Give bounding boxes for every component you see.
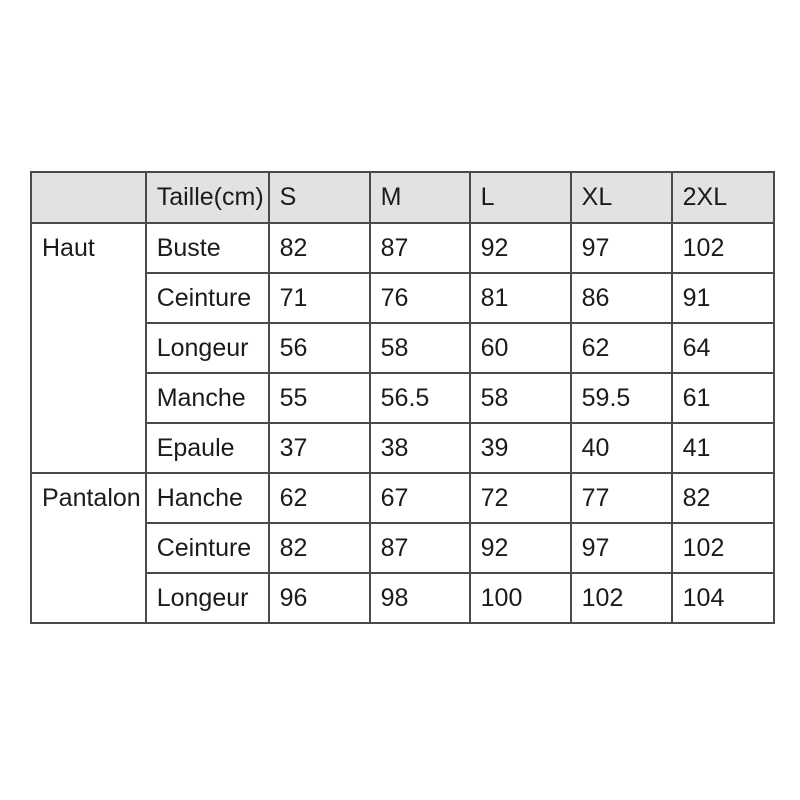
value-cell: 97: [571, 523, 672, 573]
row-label-hanche: Hanche: [146, 473, 269, 523]
value-cell: 102: [672, 223, 774, 273]
table-row-hanche: [31, 473, 774, 523]
column-header-size-m: M: [370, 172, 470, 223]
corner-cell: [31, 172, 146, 223]
value-cell: 38: [370, 423, 470, 473]
size-chart-table: [30, 171, 775, 624]
value-cell: 58: [370, 323, 470, 373]
value-cell: 56: [269, 323, 370, 373]
value-cell: 56.5: [370, 373, 470, 423]
value-cell: 67: [370, 473, 470, 523]
column-header-size-s: S: [269, 172, 370, 223]
column-header-taille: Taille(cm): [146, 172, 269, 223]
value-cell: 71: [269, 273, 370, 323]
value-cell: 39: [470, 423, 571, 473]
group-cell-pantalon: Pantalon: [31, 473, 146, 623]
value-cell: 87: [370, 223, 470, 273]
value-cell: 41: [672, 423, 774, 473]
row-label-epaule: Epaule: [146, 423, 269, 473]
table-row-buste: [31, 223, 774, 273]
header-row: [31, 172, 774, 223]
value-cell: 102: [672, 523, 774, 573]
value-cell: 60: [470, 323, 571, 373]
value-cell: 59.5: [571, 373, 672, 423]
value-cell: 62: [269, 473, 370, 523]
size-chart-container: [30, 171, 775, 624]
value-cell: 58: [470, 373, 571, 423]
value-cell: 40: [571, 423, 672, 473]
value-cell: 82: [269, 223, 370, 273]
value-cell: 102: [571, 573, 672, 623]
column-header-size-l: L: [470, 172, 571, 223]
value-cell: 97: [571, 223, 672, 273]
value-cell: 61: [672, 373, 774, 423]
row-label-haut-ceinture: Ceinture: [146, 273, 269, 323]
value-cell: 64: [672, 323, 774, 373]
row-label-manche: Manche: [146, 373, 269, 423]
row-label-pantalon-ceinture: Ceinture: [146, 523, 269, 573]
row-label-buste: Buste: [146, 223, 269, 273]
column-header-size-2xl: 2XL: [672, 172, 774, 223]
value-cell: 98: [370, 573, 470, 623]
column-header-size-xl: XL: [571, 172, 672, 223]
group-cell-haut: Haut: [31, 223, 146, 473]
row-label-haut-longeur: Longeur: [146, 323, 269, 373]
value-cell: 55: [269, 373, 370, 423]
value-cell: 100: [470, 573, 571, 623]
value-cell: 76: [370, 273, 470, 323]
value-cell: 77: [571, 473, 672, 523]
value-cell: 82: [269, 523, 370, 573]
value-cell: 104: [672, 573, 774, 623]
value-cell: 37: [269, 423, 370, 473]
value-cell: 91: [672, 273, 774, 323]
value-cell: 62: [571, 323, 672, 373]
value-cell: 87: [370, 523, 470, 573]
value-cell: 72: [470, 473, 571, 523]
value-cell: 92: [470, 523, 571, 573]
value-cell: 81: [470, 273, 571, 323]
value-cell: 92: [470, 223, 571, 273]
value-cell: 86: [571, 273, 672, 323]
value-cell: 82: [672, 473, 774, 523]
row-label-pantalon-longeur: Longeur: [146, 573, 269, 623]
value-cell: 96: [269, 573, 370, 623]
